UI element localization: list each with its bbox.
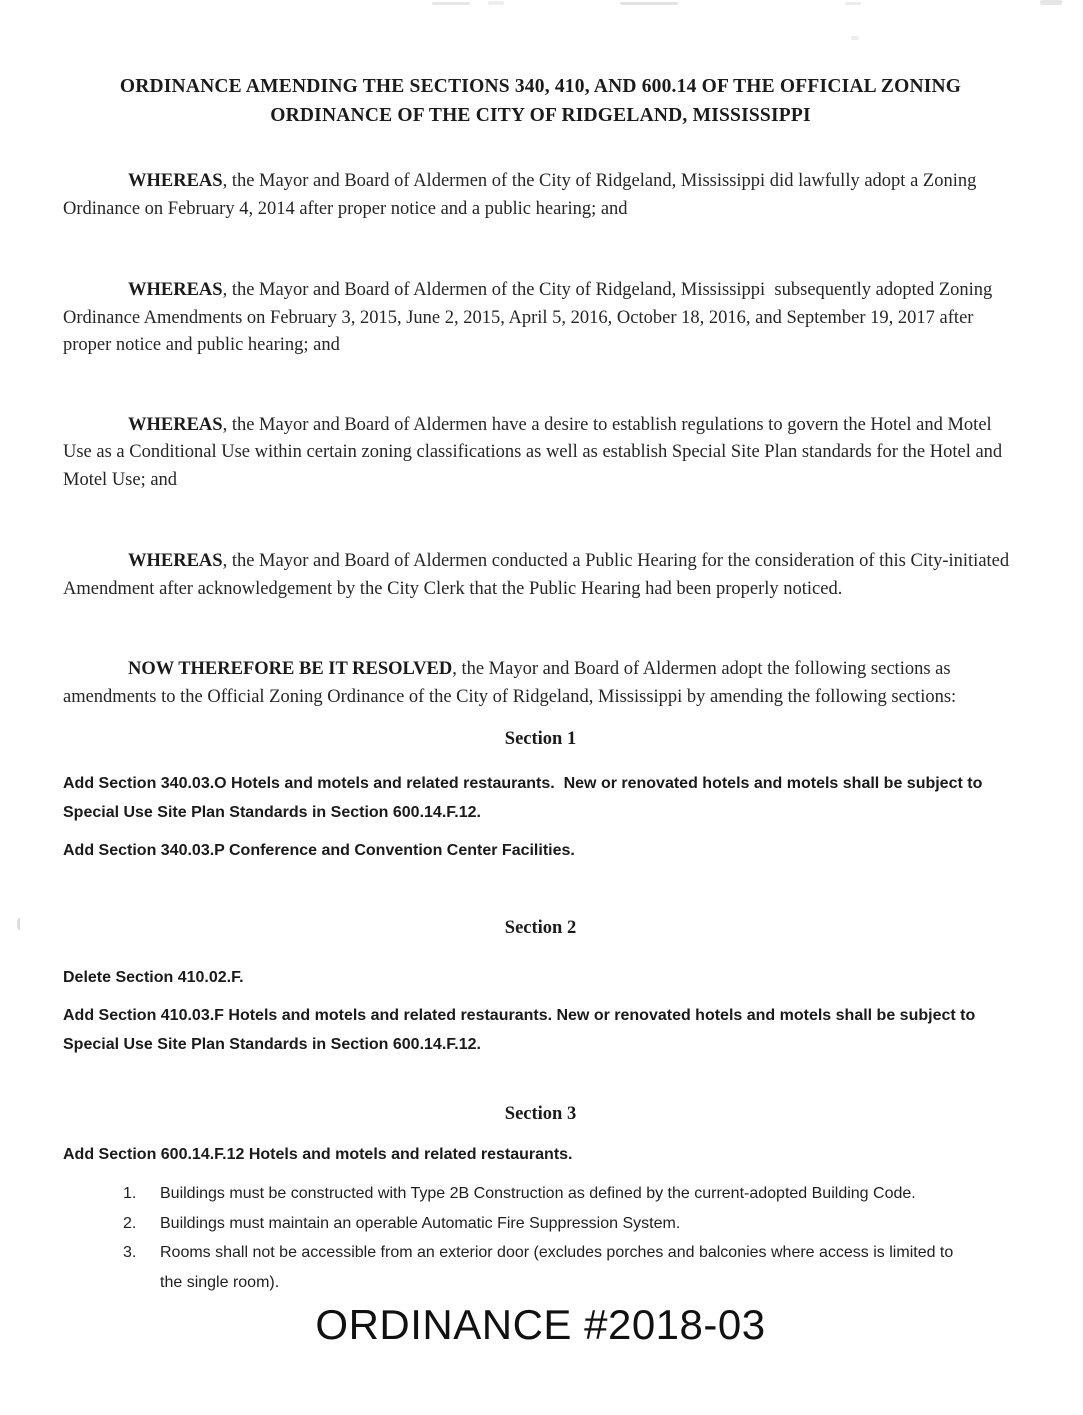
section-3-heading: Section 3	[504, 1104, 577, 1124]
paragraph-lead: NOW THEREFORE BE IT RESOLVED	[128, 659, 453, 679]
scan-artifact	[851, 36, 859, 40]
paragraph-text: , the Mayor and Board of Aldermen conducted a Public Hearing for the consideration of this City-initiated Amendment after acknowledgement by the City Clerk that the Public Hearing had been properly noticed.	[63, 551, 1013, 599]
list-item-number: 1.	[123, 1185, 137, 1202]
scan-artifact	[620, 2, 678, 5]
paragraph-text: , the Mayor and Board of Aldermen of the City of Ridgeland, Mississippi did lawfully adopt a Zoning Ordinance on February 4, 2014 after proper notice and a public hearing; and	[63, 171, 981, 219]
resolution-paragraph	[63, 656, 1018, 711]
document-title: ORDINANCE AMENDING THE SECTIONS 340, 410, AND 600.14 OF THE OFFICIAL ZONING ORDINANCE OF THE CITY OF RIDGELAND, MISSISSIPPI	[119, 76, 962, 126]
section-2-paragraph-1: Delete Section 410.02.F.	[63, 969, 244, 986]
section-2-heading: Section 2	[504, 918, 577, 938]
scan-artifact	[1040, 0, 1062, 5]
whereas-paragraph-3	[63, 412, 1018, 495]
paragraph-lead: WHEREAS	[128, 171, 223, 191]
paragraph-text: , the Mayor and Board of Aldermen adopt the following sections as amendments to the Official Zoning Ordinance of the City of Ridgeland, Mississippi by amending the following sections:	[63, 659, 957, 707]
scan-artifact	[17, 918, 20, 930]
section-1-heading: Section 1	[504, 729, 577, 749]
list-item-number: 2.	[123, 1214, 137, 1232]
ordinance-number-stamp: ORDINANCE #2018-03	[315, 1301, 766, 1348]
scan-artifact	[845, 2, 861, 5]
scan-artifact	[432, 2, 470, 5]
paragraph-lead: WHEREAS	[128, 551, 223, 571]
paragraph-text: , the Mayor and Board of Aldermen have a desire to establish regulations to govern the Hotel and Motel Use as a Conditional Use within certain zoning classifications as well as establish Special Site Plan standards for the Hotel and Motel Use; and	[63, 414, 1007, 490]
section-3-requirements-list	[63, 1179, 1018, 1297]
scan-artifact	[488, 1, 504, 5]
section-1-paragraph-1: Add Section 340.03.O Hotels and motels and related restaurants. New or renovated hotels and motels shall be subject to Special Use Site Plan Standards in Section 600.14.F.12.	[63, 775, 987, 821]
section-3-paragraph-1: Add Section 600.14.F.12 Hotels and motels and related restaurants.	[63, 1146, 573, 1163]
list-item	[63, 1209, 1018, 1239]
paragraph-lead: WHEREAS	[128, 414, 223, 435]
whereas-paragraph-2	[63, 277, 1018, 360]
list-item-number: 3.	[123, 1244, 137, 1261]
list-item-text: Buildings must be constructed with Type 2B Construction as defined by the current-adopted Building Code.	[160, 1185, 916, 1202]
whereas-paragraph-1	[63, 168, 1018, 223]
section-2-paragraph-2: Add Section 410.03.F Hotels and motels and related restaurants. New or renovated hotels and motels shall be subject to Special Use Site Plan Standards in Section 600.14.F.12.	[63, 1007, 980, 1053]
section-1-paragraph-2: Add Section 340.03.P Conference and Convention Center Facilities.	[63, 842, 575, 859]
list-item	[63, 1238, 1018, 1297]
list-item	[63, 1179, 1018, 1209]
whereas-paragraph-4	[63, 548, 1018, 603]
list-item-text: Rooms shall not be accessible from an exterior door (excludes porches and balconies where access is limited to the single room).	[160, 1244, 954, 1291]
paragraph-text: , the Mayor and Board of Aldermen of the City of Ridgeland, Mississippi subsequently adopted Zoning Ordinance Amendments on February 3, 2015, June 2, 2015, April 5, 2016, October 18, 2016, and September 19, 2017 after proper notice and public hearing; and	[63, 280, 997, 355]
paragraph-lead: WHEREAS	[128, 280, 223, 300]
list-item-text: Buildings must maintain an operable Automatic Fire Suppression System.	[160, 1214, 681, 1232]
